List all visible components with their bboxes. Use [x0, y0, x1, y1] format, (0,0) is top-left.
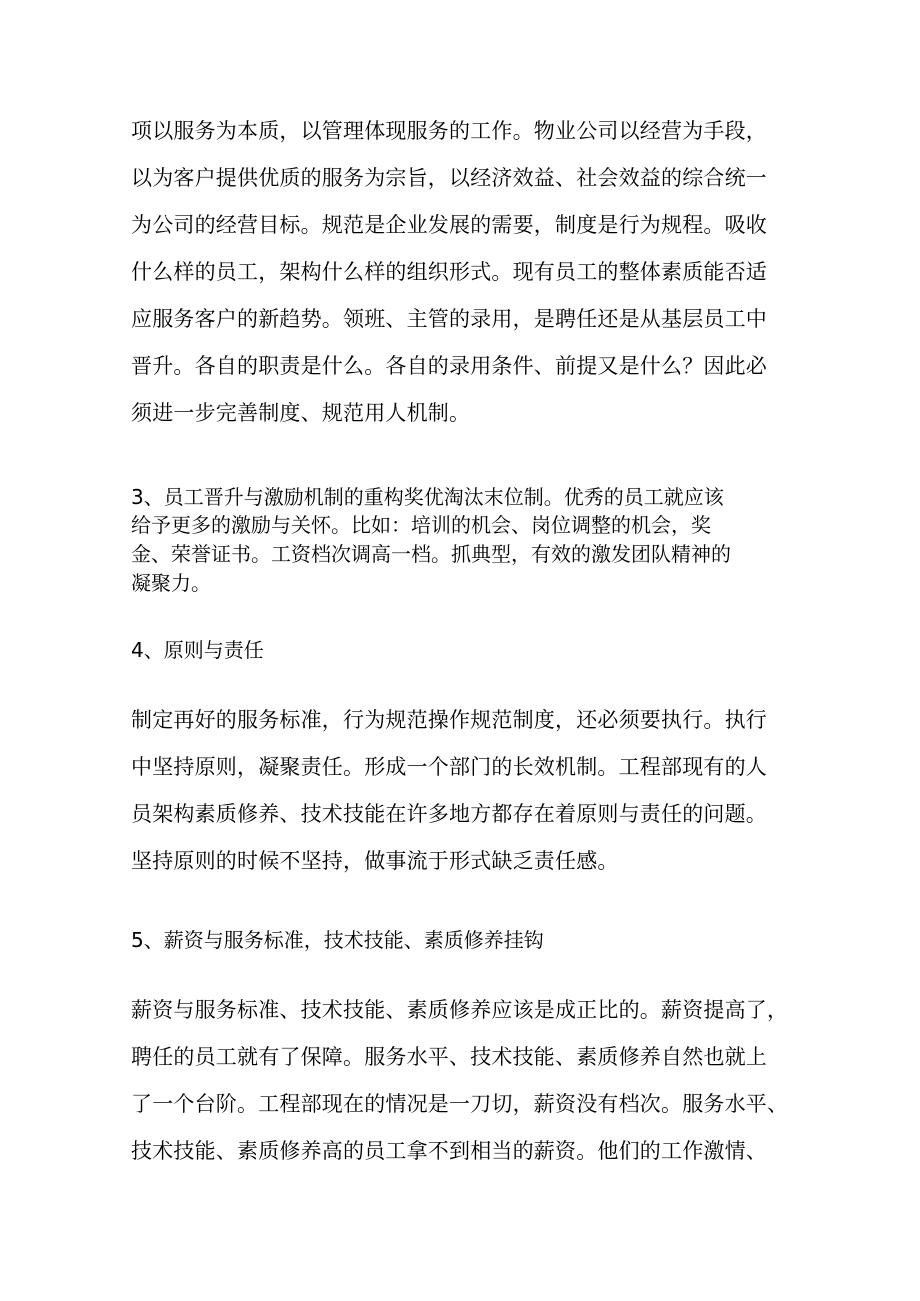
paragraph-1-line-4: 什么样的员工，架构什么样的组织形式。现有员工的整体素质能否适: [131, 260, 767, 284]
paragraph-1-line-2: 以为客户提供优质的服务为宗旨，以经济效益、社会效益的综合统一: [131, 166, 767, 190]
paragraph-1-line-6: 晋升。各自的职责是什么。各自的录用条件、前提又是什么？因此必: [131, 354, 767, 378]
paragraph-5-line-4: 技术技能、素质修养高的员工拿不到相当的薪资。他们的工作激情、: [131, 1139, 767, 1163]
paragraph-1-line-1: 项以服务为本质，以管理体现服务的工作。物业公司以经营为手段，: [131, 119, 767, 143]
section-4-heading: 4、原则与责任: [131, 638, 264, 662]
paragraph-4-line-1: 制定再好的服务标准，行为规范操作规范制度，还必须要执行。执行: [131, 708, 767, 732]
section-3-line-4: 凝聚力。: [131, 571, 211, 595]
paragraph-5-line-3: 了一个台阶。工程部现在的情况是一刀切，薪资没有档次。服务水平、: [131, 1092, 789, 1116]
paragraph-4-line-3: 员架构素质修养、技术技能在许多地方都存在着原则与责任的问题。: [131, 802, 767, 826]
paragraph-1-line-7: 须进一步完善制度、规范用人机制。: [131, 401, 471, 425]
section-3-line-2: 给予更多的激励与关怀。比如：培训的机会、岗位调整的机会，奖: [131, 513, 711, 537]
section-5-heading: 5、薪资与服务标准，技术技能、素质修养挂钩: [131, 928, 544, 952]
section-3-line-3: 金、荣誉证书。工资档次调高一档。抓典型，有效的激发团队精神的: [131, 542, 731, 566]
paragraph-4-line-2: 中坚持原则，凝聚责任。形成一个部门的长效机制。工程部现有的人: [131, 755, 767, 779]
paragraph-5-line-1: 薪资与服务标准、技术技能、素质修养应该是成正比的。薪资提高了，: [131, 998, 789, 1022]
section-3-line-1: 3、员工晋升与激励机制的重构奖优淘汰末位制。优秀的员工就应该: [131, 485, 724, 509]
paragraph-1-line-5: 应服务客户的新趋势。领班、主管的录用，是聘任还是从基层员工中: [131, 307, 767, 331]
paragraph-1-line-3: 为公司的经营目标。规范是企业发展的需要，制度是行为规程。吸收: [131, 213, 767, 237]
paragraph-5-line-2: 聘任的员工就有了保障。服务水平、技术技能、素质修养自然也就上: [131, 1045, 767, 1069]
paragraph-4-line-4: 坚持原则的时候不坚持，做事流于形式缺乏责任感。: [131, 849, 619, 873]
